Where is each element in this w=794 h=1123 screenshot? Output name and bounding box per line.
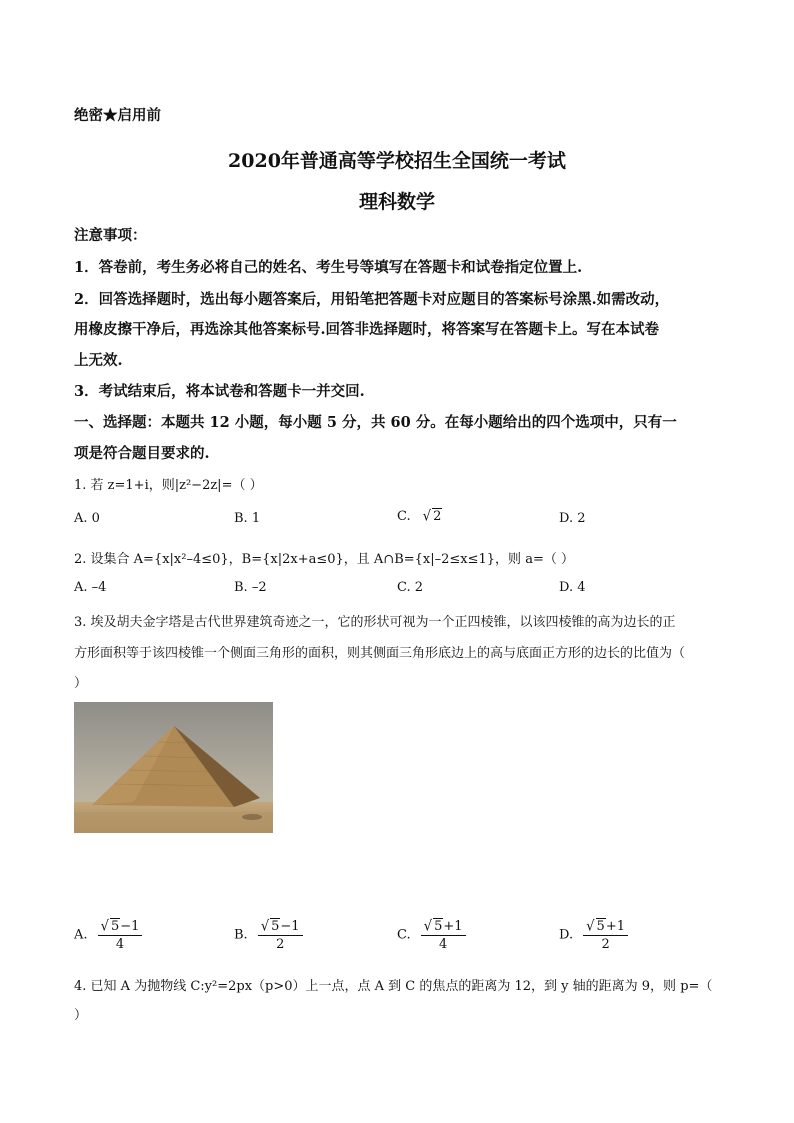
- pyramid-photo: [74, 702, 273, 833]
- section-heading-line-2: 项是符合题目要求的.: [74, 445, 210, 462]
- question-3-line-1: 3. 埃及胡夫金字塔是古代世界建筑奇迹之一，它的形状可视为一个正四棱锥，以该四棱锥的高为边长的正: [74, 615, 676, 630]
- question-1-option-a: A. 0: [74, 511, 100, 526]
- question-3-option-a: A. $\frac{√ 5-1}{4}$: [74, 918, 142, 952]
- notice-heading: 注意事项：: [74, 227, 147, 244]
- question-2-option-d: D. 4: [559, 580, 586, 595]
- sqrt-radicand: 2: [433, 509, 442, 524]
- notice-item-3: 3．考试结束后，将本试卷和答题卡一并交回.: [74, 383, 365, 400]
- notice-item-2-line-3: 上无效.: [74, 352, 123, 369]
- question-4-line-1: 4. 已知 A 为抛物线 C:y²=2px（p>0）上一点，点 A 到 C 的焦点的距离为 12，到 y 轴的距离为 9，则 p=（: [74, 979, 713, 994]
- question-1-option-c: C. √ 2: [397, 508, 442, 525]
- exam-title: 2020年普通高等学校招生全国统一考试: [228, 150, 566, 172]
- confidential-label: 绝密★启用前: [74, 107, 161, 124]
- question-2-option-c: C. 2: [397, 580, 424, 595]
- question-1-option-b: B. 1: [234, 511, 261, 526]
- exam-subject: 理科数学: [358, 191, 435, 213]
- question-2-stem: 2. 设集合 A={x|x²–4≤0}，B={x|2x+a≤0}，且 A∩B={x|–2≤x≤1}，则 a=（ ）: [74, 552, 574, 567]
- question-1-stem: 1. 若 z=1+i，则|z²−2z|=（ ）: [74, 478, 263, 493]
- question-3-line-2: 方形面积等于该四棱锥一个侧面三角形的面积，则其侧面三角形底边上的高与底面正方形的边长的比值为（: [74, 646, 686, 661]
- question-3-option-b: B. $\frac{√ 5-1}{2}$: [234, 918, 303, 952]
- question-3-line-3: ）: [74, 676, 88, 691]
- notice-item-2-line-2: 用橡皮擦干净后，再选涂其他答案标号.回答非选择题时，将答案写在答题卡上。写在本试卷: [74, 321, 660, 338]
- question-2-option-b: B. –2: [234, 580, 267, 595]
- question-3-option-c: C. $\frac{√ 5+1}{4}$: [397, 918, 466, 952]
- notice-item-2-line-1: 2．回答选择题时，选出每小题答案后，用铅笔把答题卡对应题目的答案标号涂黑.如需改动，: [74, 291, 670, 308]
- question-2-option-a: A. –4: [74, 580, 107, 595]
- notice-item-1: 1．答卷前，考生务必将自己的姓名、考生号等填写在答题卡和试卷指定位置上.: [74, 259, 583, 276]
- question-4-line-2: ）: [74, 1008, 88, 1023]
- question-3-option-d: D. $\frac{√ 5+1}{2}$: [559, 918, 628, 952]
- section-heading-line-1: 一、选择题：本题共 12 小题，每小题 5 分，共 60 分。在每小题给出的四个选项中，只有一: [74, 414, 677, 431]
- question-1-option-d: D. 2: [559, 511, 586, 526]
